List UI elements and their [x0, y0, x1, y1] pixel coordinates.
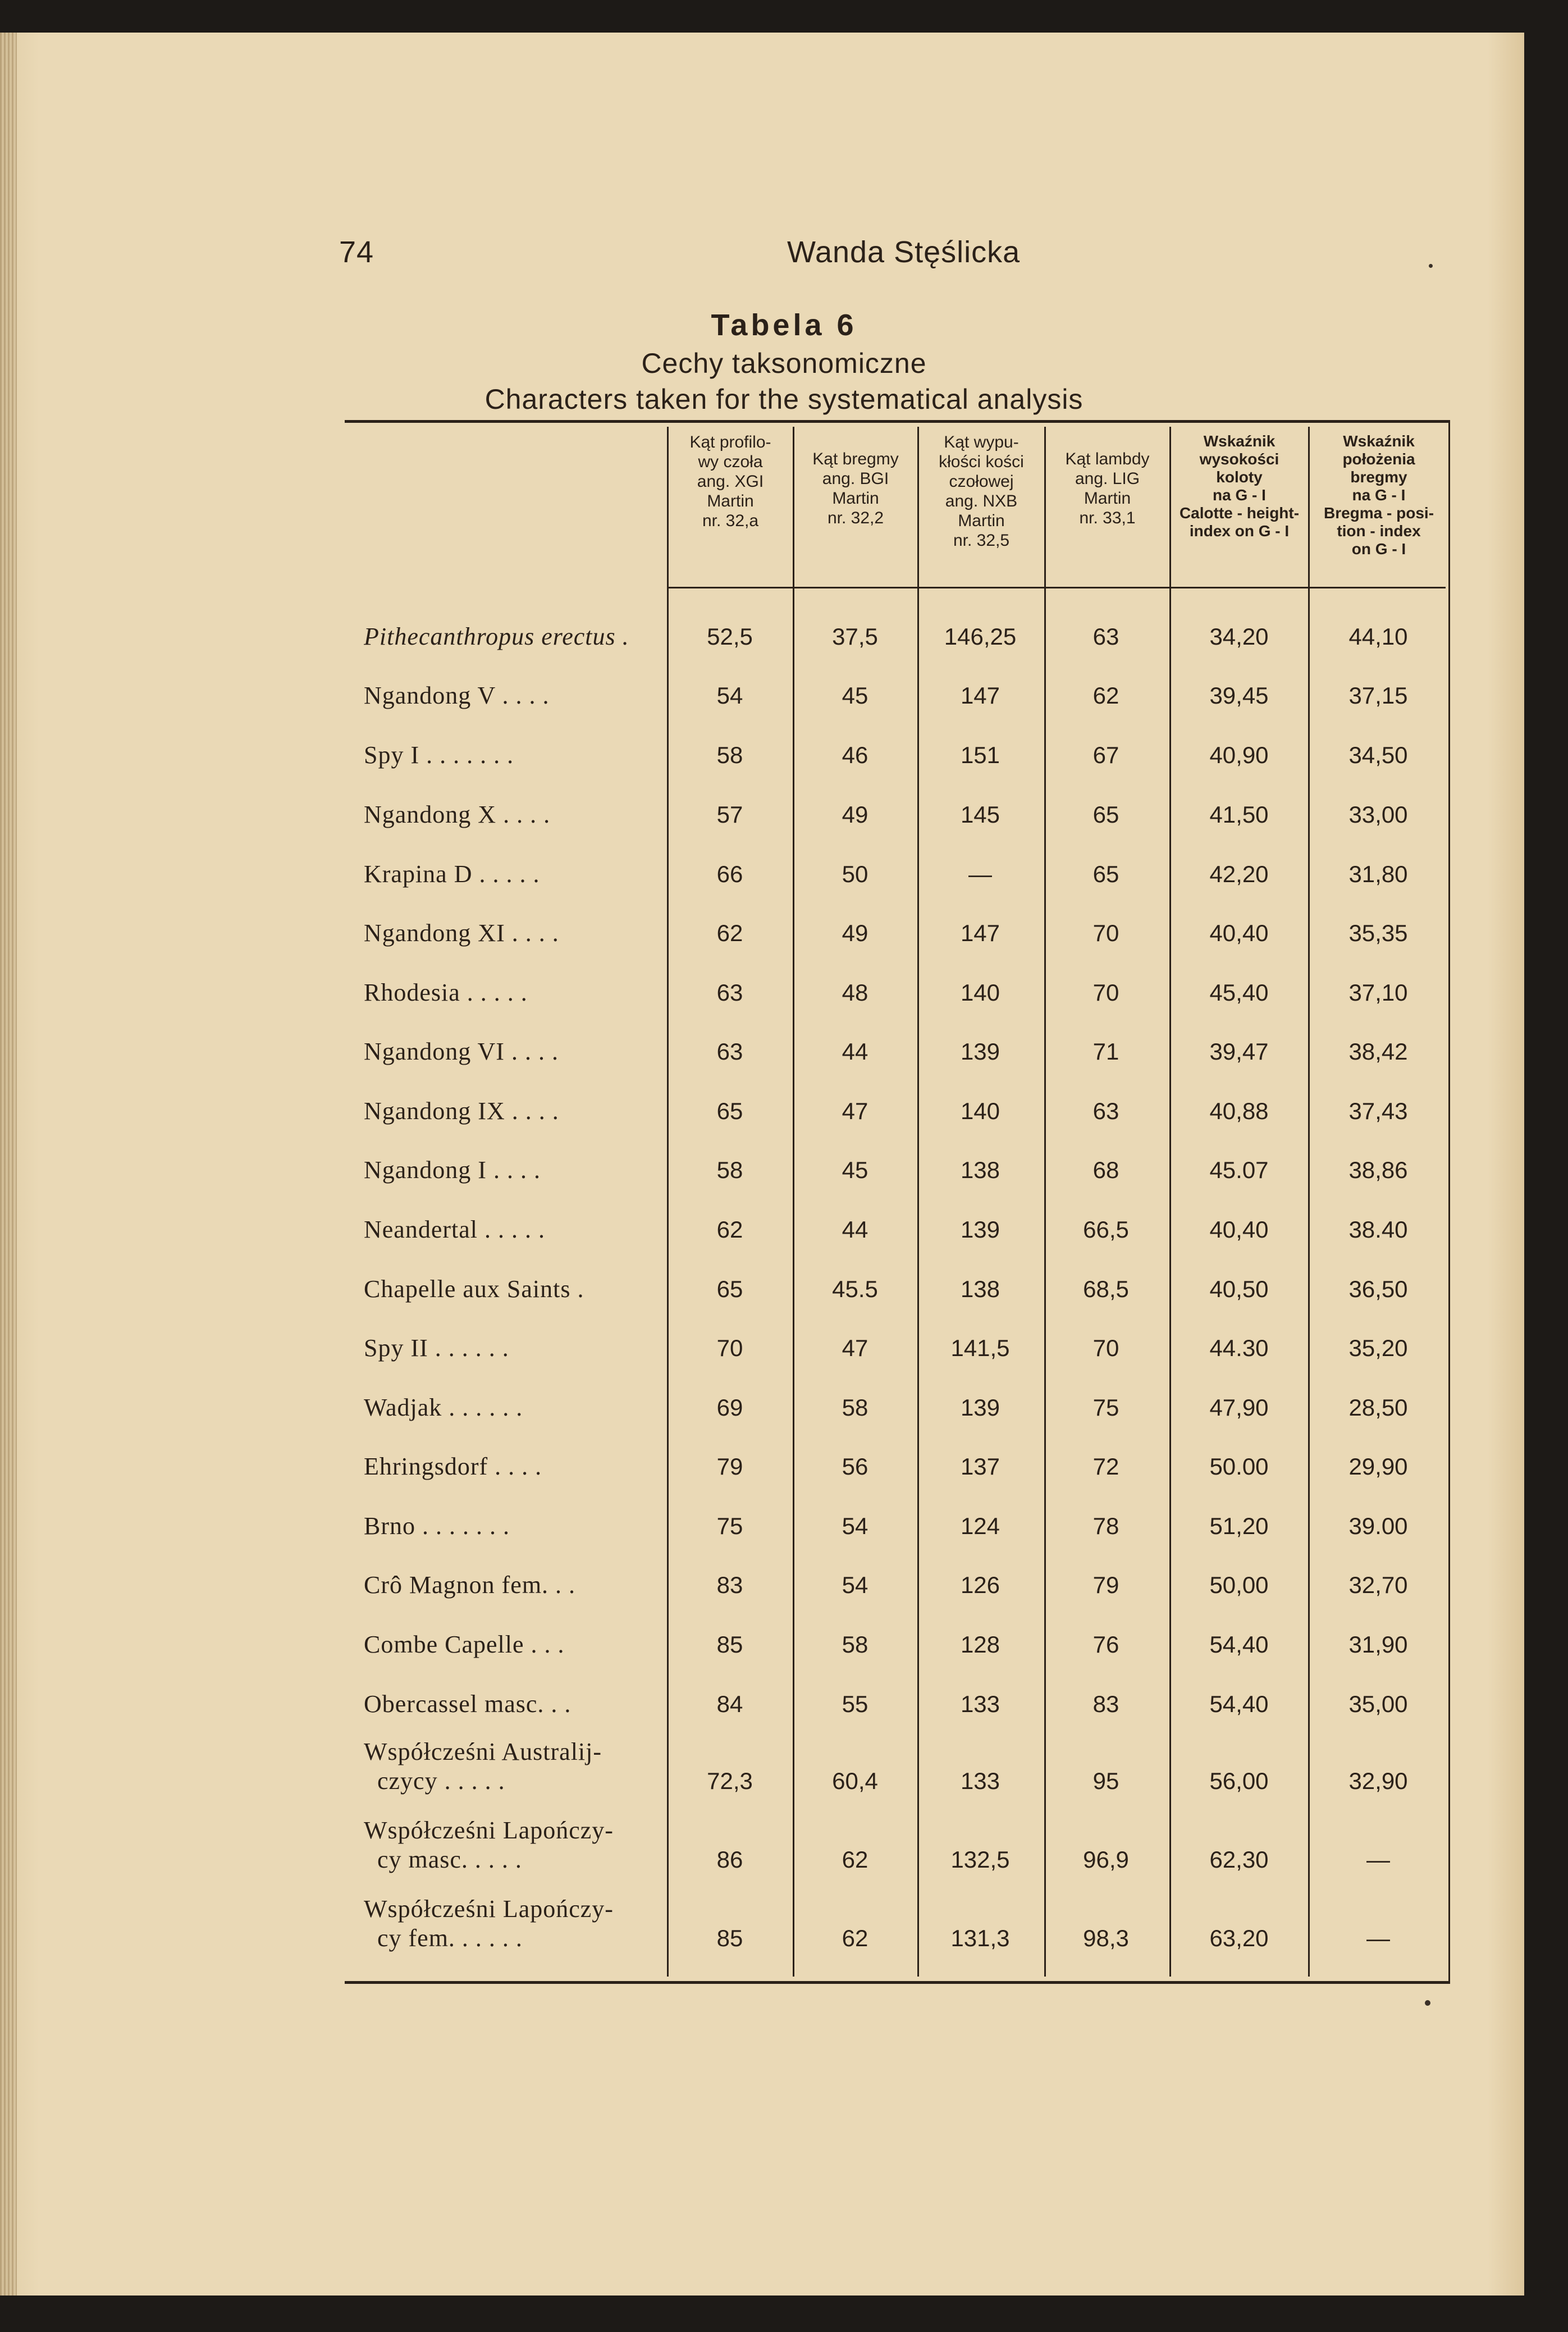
table-cell: 31,80 — [1348, 861, 1408, 887]
specimen-name: Współcześni Lapończy- cy fem. . . . . . — [364, 1895, 614, 1952]
table-cell: 98,3 — [1083, 1925, 1129, 1951]
specimen-name: Spy I . . . . . . . — [364, 741, 514, 769]
table-cell: 83 — [716, 1572, 743, 1598]
table-cell: 40,88 — [1209, 1098, 1269, 1124]
table-cell: 70 — [1092, 920, 1119, 946]
table-cell: 63 — [1092, 1098, 1119, 1124]
table-cell: 146,25 — [944, 623, 1017, 650]
table-cell: 133 — [960, 1768, 1000, 1794]
table-cell: 60,4 — [832, 1768, 878, 1794]
table-cell: 126 — [960, 1572, 1000, 1598]
table-cell: 141,5 — [950, 1335, 1010, 1361]
table-cell: 45 — [842, 682, 868, 709]
table-cell: 84 — [716, 1691, 743, 1717]
table-cell: 44.30 — [1209, 1335, 1269, 1361]
specimen-name: Combe Capelle . . . — [364, 1631, 565, 1658]
table-cell: 50 — [842, 861, 868, 887]
table-cell: 48 — [842, 979, 868, 1006]
specimen-name: Ngandong VI . . . . — [364, 1038, 559, 1065]
specimen-name: Współcześni Lapończy- cy masc. . . . . — [364, 1817, 614, 1873]
table-cell: 147 — [960, 920, 1000, 946]
table-cell: 45.07 — [1209, 1157, 1269, 1183]
specimen-name: Krapina D . . . . . — [364, 860, 540, 888]
table-cell: 29,90 — [1348, 1453, 1408, 1480]
table-cell: 76 — [1092, 1631, 1119, 1658]
column-header-bregma-position-index: Wskaźnik położenia bregmy na G - I Bregma - posi- tion - index on G - I — [1323, 432, 1434, 558]
table-cell: 32,90 — [1348, 1768, 1408, 1794]
specimen-name: Ngandong X . . . . — [364, 801, 551, 828]
table-cell: 37,5 — [832, 623, 878, 650]
column-divider — [1169, 427, 1171, 1977]
table-cell: 50.00 — [1209, 1453, 1269, 1480]
column-divider — [1044, 427, 1046, 1977]
table-cell: 38,86 — [1348, 1157, 1408, 1183]
table-cell: 75 — [1092, 1394, 1119, 1421]
table-cell: 42,20 — [1209, 861, 1269, 887]
table-cell: 47,90 — [1209, 1394, 1269, 1421]
table-cell: 68 — [1092, 1157, 1119, 1183]
table-cell: 62 — [842, 1846, 868, 1873]
specimen-name: Współcześni Australij- czycy . . . . . — [364, 1738, 602, 1795]
table-subtitle-english: Characters taken for the systematical analysis — [484, 384, 1084, 415]
table-cell: 138 — [960, 1157, 1000, 1183]
table-cell: 62 — [1092, 682, 1119, 709]
specimen-name: Wadjak . . . . . . — [364, 1394, 523, 1421]
table-cell: 70 — [716, 1335, 743, 1361]
table-cell: 66 — [716, 861, 743, 887]
table-cell: 32,70 — [1348, 1572, 1408, 1598]
table-cell: 40,40 — [1209, 920, 1269, 946]
running-head-author: Wanda Stęślicka — [787, 235, 1021, 269]
table-cell: 33,00 — [1348, 801, 1408, 828]
table-cell: 39,47 — [1209, 1038, 1269, 1065]
table-cell: 54,40 — [1209, 1691, 1269, 1717]
table-cell: 58 — [842, 1631, 868, 1658]
table-cell: 52,5 — [707, 623, 753, 650]
table-cell: 69 — [716, 1394, 743, 1421]
table-cell: 37,10 — [1348, 979, 1408, 1006]
specimen-name: Rhodesia . . . . . — [364, 979, 528, 1006]
column-divider — [667, 427, 669, 1977]
table-cell: 65 — [716, 1276, 743, 1302]
header-rule — [668, 587, 1446, 588]
specimen-name: Neandertal . . . . . — [364, 1216, 545, 1243]
column-header-calotte-height-index: Wskaźnik wysokości koloty na G - I Calotte - height- index on G - I — [1179, 432, 1300, 540]
column-divider — [1308, 427, 1310, 1977]
table-cell: 58 — [716, 1157, 743, 1183]
table-cell: 63,20 — [1209, 1925, 1269, 1951]
specimen-name: Ngandong V . . . . — [364, 682, 550, 709]
table-cell: 54,40 — [1209, 1631, 1269, 1658]
table-cell: 66,5 — [1083, 1216, 1129, 1243]
table-cell: 54 — [842, 1572, 868, 1598]
table-cell: 128 — [960, 1631, 1000, 1658]
table-cell: 95 — [1092, 1768, 1119, 1794]
table-cell: 34,50 — [1348, 742, 1408, 768]
table-cell: 40,40 — [1209, 1216, 1269, 1243]
table-cell: 37,43 — [1348, 1098, 1408, 1124]
table-cell: 40,90 — [1209, 742, 1269, 768]
table-cell: — — [1366, 1846, 1390, 1873]
table-cell: 63 — [1092, 623, 1119, 650]
table-cell: 47 — [842, 1098, 868, 1124]
table-cell: 62 — [716, 1216, 743, 1243]
table-cell: 36,50 — [1348, 1276, 1408, 1302]
column-divider — [793, 427, 794, 1977]
table-cell: 47 — [842, 1335, 868, 1361]
table-cell: 54 — [716, 682, 743, 709]
ink-speck — [1425, 2000, 1430, 2006]
table-cell: — — [1366, 1925, 1390, 1951]
table-cell: 44 — [842, 1216, 868, 1243]
ink-speck — [1429, 264, 1433, 268]
table-cell: 39,45 — [1209, 682, 1269, 709]
table-cell: 28,50 — [1348, 1394, 1408, 1421]
table-cell: 45 — [842, 1157, 868, 1183]
specimen-name: Pithecanthropus erectus . — [364, 623, 629, 650]
table-cell: 65 — [1092, 861, 1119, 887]
table-cell: 62,30 — [1209, 1846, 1269, 1873]
table-cell: 54 — [842, 1513, 868, 1539]
table-cell: 65 — [1092, 801, 1119, 828]
column-divider — [917, 427, 919, 1977]
table-cell: 139 — [960, 1216, 1000, 1243]
table-cell: 86 — [716, 1846, 743, 1873]
table-cell: 38,42 — [1348, 1038, 1408, 1065]
table-cell: 83 — [1092, 1691, 1119, 1717]
table-cell: 140 — [960, 979, 1000, 1006]
column-header-lambda-angle: Kąt lambdy ang. LIG Martin nr. 33,1 — [1065, 450, 1150, 527]
table-cell: 49 — [842, 801, 868, 828]
table-cell: 37,15 — [1348, 682, 1408, 709]
table-cell: 151 — [960, 742, 1000, 768]
table-cell: 49 — [842, 920, 868, 946]
specimen-name: Ngandong XI . . . . — [364, 919, 559, 947]
table-cell: 139 — [960, 1394, 1000, 1421]
column-header-frontal-profile-angle: Kąt profilo- wy czoła ang. XGI Martin nr. 32,a — [689, 433, 771, 530]
table-cell: 79 — [1092, 1572, 1119, 1598]
table-cell: 133 — [960, 1691, 1000, 1717]
table-cell: 71 — [1092, 1038, 1119, 1065]
table-cell: 56 — [842, 1453, 868, 1480]
table-cell: 45,40 — [1209, 979, 1269, 1006]
table-cell: 138 — [960, 1276, 1000, 1302]
table-cell: 132,5 — [950, 1846, 1010, 1873]
table-title: Tabela 6 — [711, 308, 857, 342]
specimen-name: Obercassel masc. . . — [364, 1690, 572, 1718]
table-cell: — — [968, 861, 992, 887]
table-cell: 85 — [716, 1925, 743, 1951]
table-subtitle-polish: Cechy taksonomiczne — [641, 348, 927, 379]
table-cell: 41,50 — [1209, 801, 1269, 828]
table-cell: 51,20 — [1209, 1513, 1269, 1539]
column-header-bregma-angle: Kąt bregmy ang. BGI Martin nr. 32,2 — [812, 450, 899, 527]
table-cell: 56,00 — [1209, 1768, 1269, 1794]
table-cell: 79 — [716, 1453, 743, 1480]
table-cell: 96,9 — [1083, 1846, 1129, 1873]
table-cell: 35,35 — [1348, 920, 1408, 946]
table-cell: 62 — [842, 1925, 868, 1951]
table-cell: 147 — [960, 682, 1000, 709]
table-cell: 140 — [960, 1098, 1000, 1124]
table-cell: 50,00 — [1209, 1572, 1269, 1598]
table-cell: 70 — [1092, 1335, 1119, 1361]
table-cell: 139 — [960, 1038, 1000, 1065]
table-cell: 72,3 — [707, 1768, 753, 1794]
table-cell: 78 — [1092, 1513, 1119, 1539]
column-header-frontal-curvature-angle: Kąt wypu- kłości kości czołowej ang. NXB Martin nr. 32,5 — [939, 433, 1024, 550]
table-cell: 137 — [960, 1453, 1000, 1480]
table-cell: 124 — [960, 1513, 1000, 1539]
specimen-name: Ngandong I . . . . — [364, 1156, 541, 1184]
table-cell: 70 — [1092, 979, 1119, 1006]
table-cell: 62 — [716, 920, 743, 946]
table-cell: 67 — [1092, 742, 1119, 768]
table-cell: 57 — [716, 801, 743, 828]
specimen-name: Ngandong IX . . . . — [364, 1097, 559, 1125]
table-cell: 55 — [842, 1691, 868, 1717]
table-cell: 38.40 — [1348, 1216, 1408, 1243]
table-cell: 63 — [716, 979, 743, 1006]
table-cell: 35,00 — [1348, 1691, 1408, 1717]
table-cell: 131,3 — [950, 1925, 1010, 1951]
table-cell: 40,50 — [1209, 1276, 1269, 1302]
page-number: 74 — [339, 235, 374, 269]
table-cell: 31,90 — [1348, 1631, 1408, 1658]
table-cell: 45.5 — [832, 1276, 878, 1302]
table-cell: 65 — [716, 1098, 743, 1124]
table-cell: 75 — [716, 1513, 743, 1539]
table-cell: 39.00 — [1348, 1513, 1408, 1539]
table-cell: 34,20 — [1209, 623, 1269, 650]
table-cell: 63 — [716, 1038, 743, 1065]
table-cell: 46 — [842, 742, 868, 768]
table-cell: 85 — [716, 1631, 743, 1658]
specimen-name: Chapelle aux Saints . — [364, 1275, 584, 1303]
table-cell: 35,20 — [1348, 1335, 1408, 1361]
table-cell: 44 — [842, 1038, 868, 1065]
specimen-name: Spy II . . . . . . — [364, 1334, 509, 1362]
table-cell: 68,5 — [1083, 1276, 1129, 1302]
table-cell: 72 — [1092, 1453, 1119, 1480]
table-cell: 58 — [716, 742, 743, 768]
specimen-name: Brno . . . . . . . — [364, 1512, 510, 1540]
table-cell: 145 — [960, 801, 1000, 828]
table-cell: 44,10 — [1348, 623, 1408, 650]
specimen-name: Crô Magnon fem. . . — [364, 1571, 576, 1599]
specimen-name: Ehringsdorf . . . . — [364, 1453, 542, 1480]
table-cell: 58 — [842, 1394, 868, 1421]
